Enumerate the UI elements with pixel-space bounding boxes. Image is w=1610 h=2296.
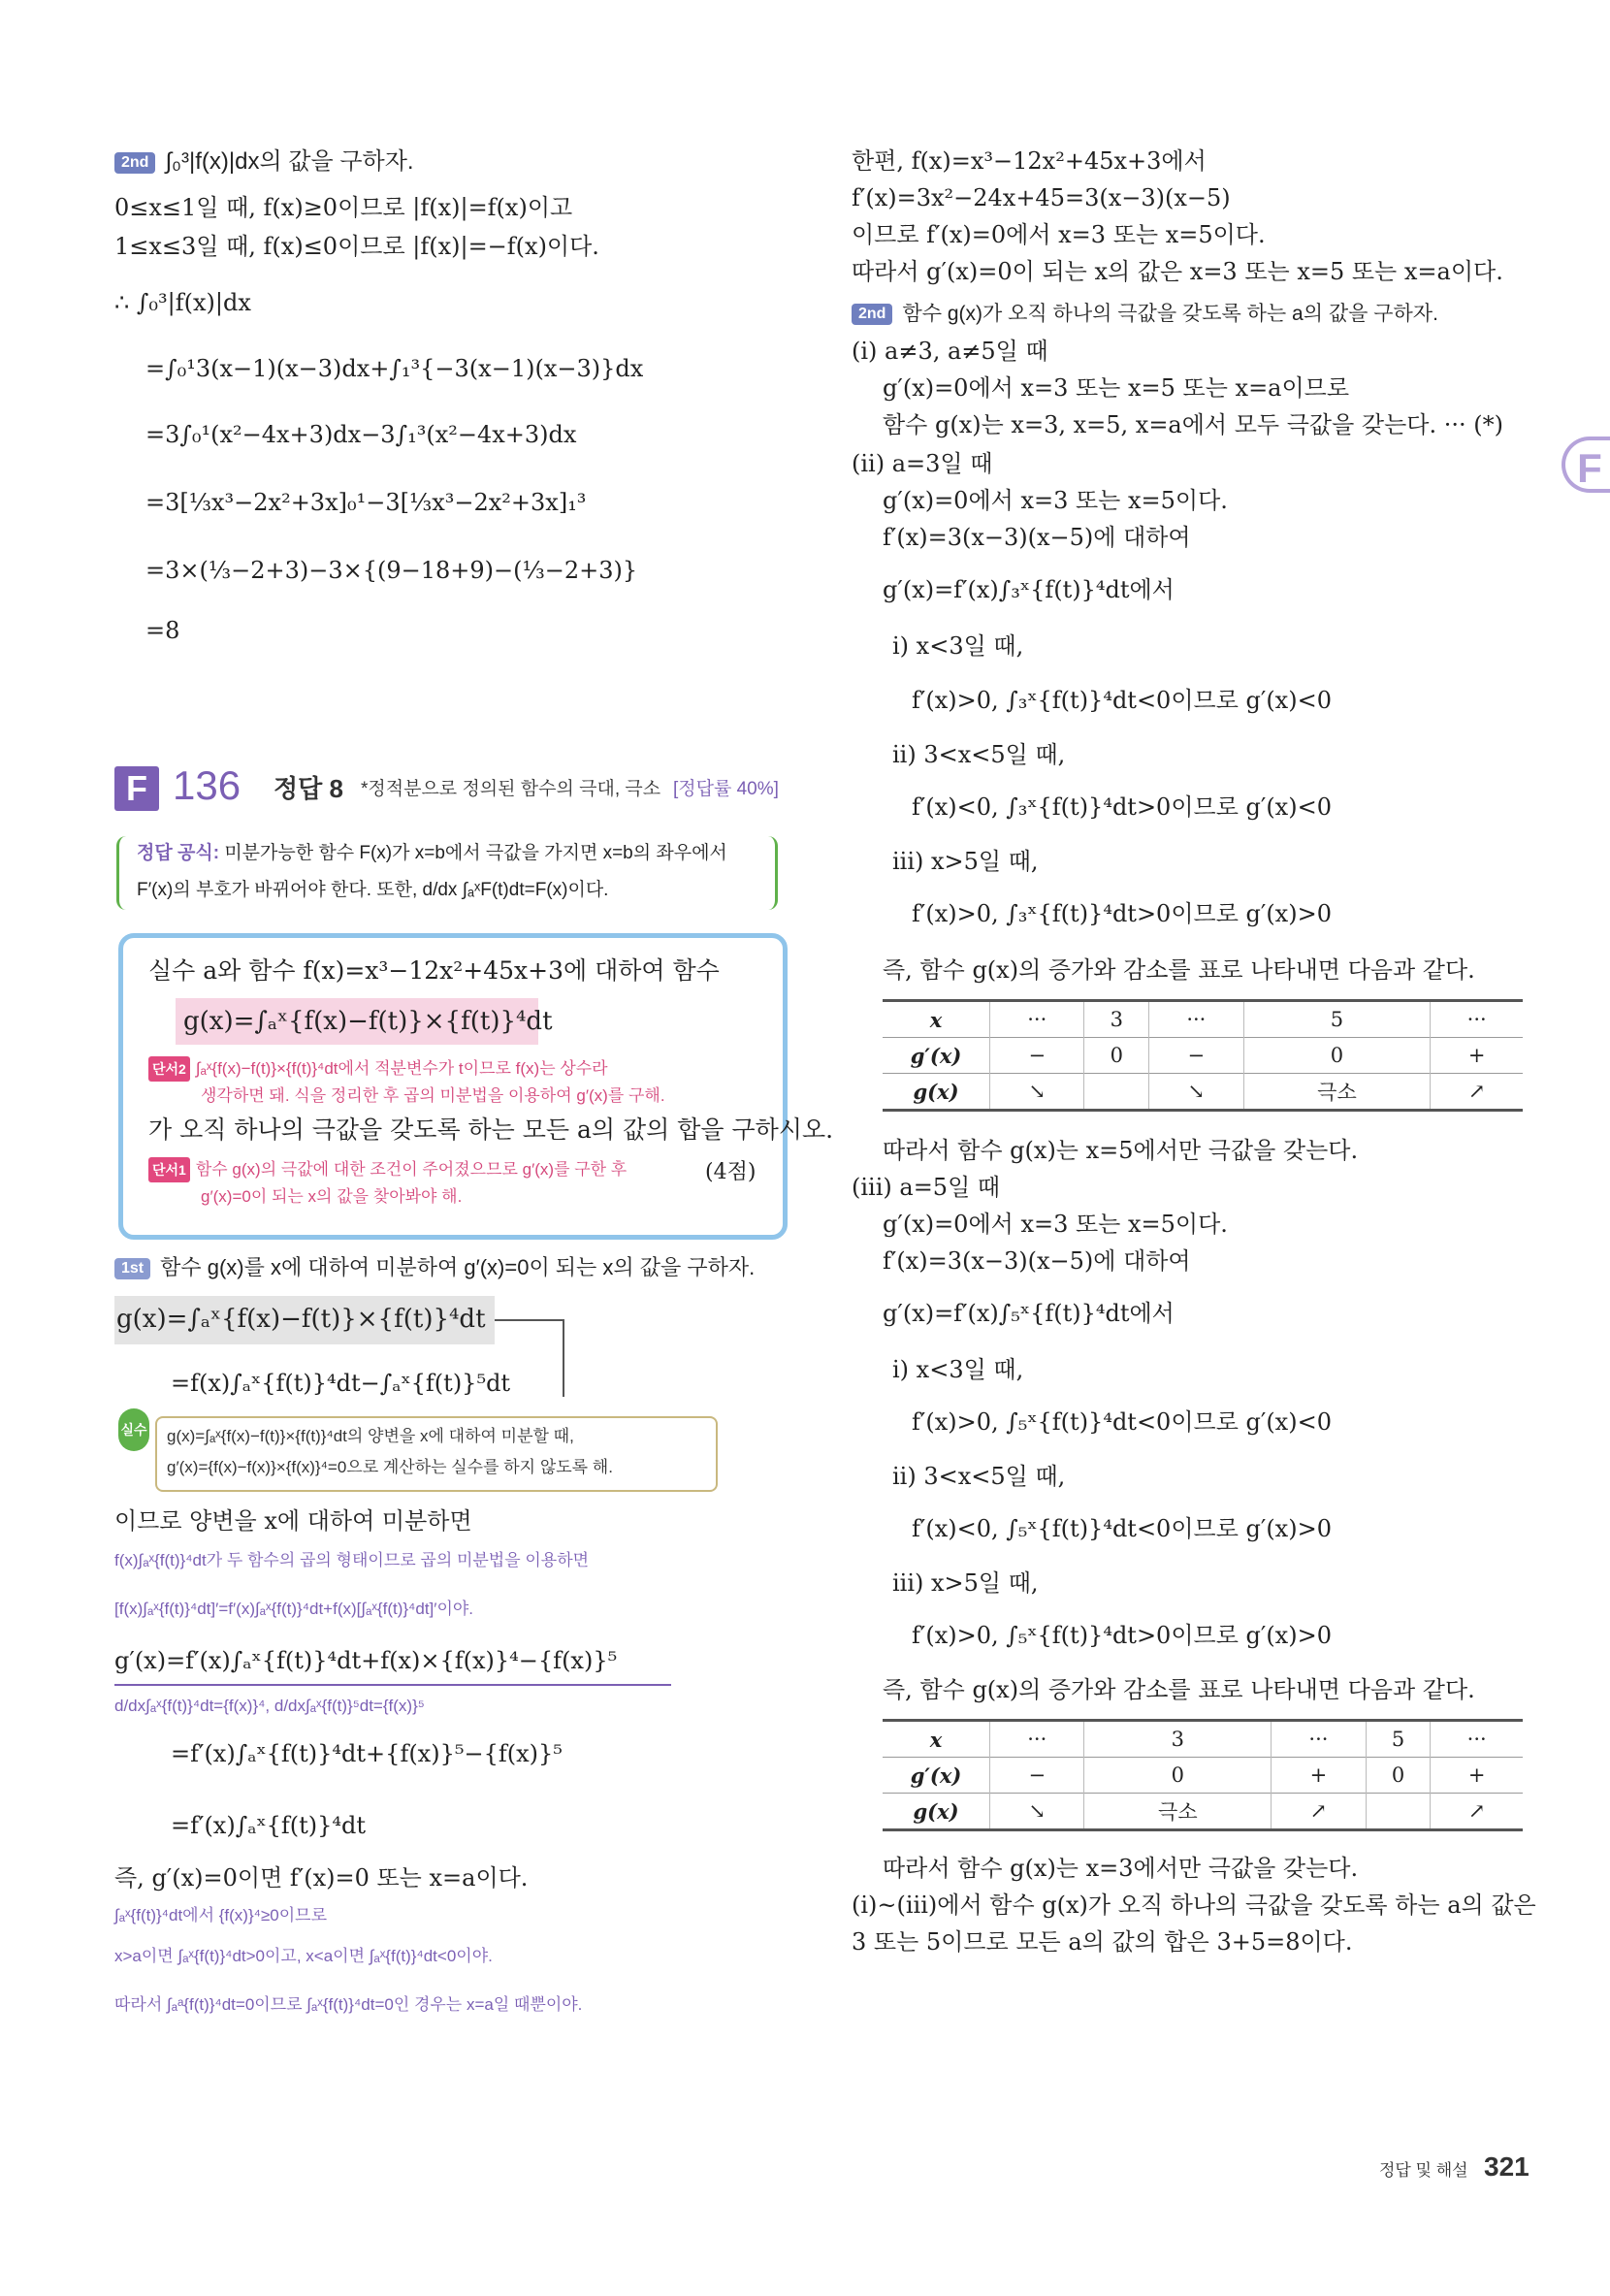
answer-label: 정답 8 [274,774,343,803]
math-line: g′(x)=f′(x)∫₅ˣ{f(t)}⁴dt에서 [883,1300,1175,1327]
table-cell: + [1272,1758,1366,1794]
math-line: ∴ ∫₀³|f(x)|dx [114,289,251,316]
purple-note: [f(x)∫ₐˣ{f(t)}⁴dt]′=f′(x)∫ₐˣ{f(t)}⁴dt+f(x)[∫ₐˣ{f(t)}⁴dt]′이야. [114,1600,474,1618]
math-line: g′(x)=f′(x)∫ₐˣ{f(t)}⁴dt+f(x)×{f(x)}⁴−{f(x)}⁵ [114,1647,618,1674]
math-line: f′(x)<0, ∫₃ˣ{f(t)}⁴dt>0이므로 g′(x)<0 [912,793,1332,821]
step-badge: 1st [114,1258,150,1279]
table-cell: ↘ [990,1074,1084,1111]
table-cell: ··· [1149,1001,1243,1038]
table-cell: 3 [1084,1721,1272,1758]
formula-line-1: 정답 공식: 미분가능한 함수 F(x)가 x=b에서 극값을 가지면 x=b의 좌우에서 [137,843,727,863]
text-line: 따라서 함수 g(x)는 x=3에서만 극값을 갖는다. [883,1855,1359,1882]
page-number: 321 [1484,2151,1530,2182]
table-cell: 극소 [1084,1794,1272,1830]
problem-number: 136 [173,762,242,808]
text-line: 따라서 함수 g(x)는 x=5에서만 극값을 갖는다. [883,1137,1359,1164]
arrow-line [495,1319,564,1321]
table-row [883,1758,1523,1794]
table-cell: x [883,1001,990,1038]
math-line: g′(x)=f′(x)∫₃ˣ{f(t)}⁴dt에서 [883,576,1175,603]
table-cell: g(x) [883,1074,990,1111]
left-step1-heading: 1st 함수 g(x)를 x에 대하여 미분하여 g′(x)=0이 되는 x의 값을 구하자. [114,1251,755,1283]
table-row [883,1074,1523,1111]
case-heading: (iii) a=5일 때 [852,1174,1001,1201]
text-line: (i)~(iii)에서 함수 g(x)가 오직 하나의 극값을 갖도록 하는 a의 값은 [852,1892,1536,1919]
table-cell [1084,1074,1149,1111]
underline [114,1684,671,1686]
table-cell: ↘ [1149,1074,1243,1111]
problem-points: (4점) [705,1160,757,1184]
subcase: iii) x>5일 때, [892,1569,1039,1597]
hint-1-line-2: g′(x)=0이 되는 x의 값을 찾아봐야 해. [201,1187,463,1206]
table-cell: − [990,1758,1084,1794]
math-line: =8 [145,617,180,644]
problem-box [118,933,834,1240]
table-row [883,1038,1523,1074]
math-line: f′(x)>0, ∫₅ˣ{f(t)}⁴dt<0이므로 g′(x)<0 [912,1408,1332,1436]
hint-1-tag: 단서1 [148,1157,190,1182]
text-line: 0≤x≤1일 때, f(x)≥0이므로 |f(x)|=f(x)이고 [114,194,573,221]
table-cell: g′(x) [883,1038,990,1074]
math-line: =3×(⅓−2+3)−3×{(9−18+9)−(⅓−2+3)} [145,557,638,584]
table-cell: g′(x) [883,1758,990,1794]
purple-note: ∫ₐˣ{f(t)}⁴dt에서 {f(x)}⁴≥0이므로 [114,1906,327,1924]
purple-note: f(x)∫ₐˣ{f(t)}⁴dt가 두 함수의 곱의 형태이므로 곱의 미분법을 이용하면 [114,1551,590,1569]
table-cell: 5 [1243,1001,1431,1038]
math-line: f′(x)=3x²−24x+45=3(x−3)(x−5) [852,184,1231,211]
section-tab: F [1562,437,1610,493]
math-line: =3[⅓x³−2x²+3x]₀¹−3[⅓x³−2x²+3x]₁³ [145,489,587,516]
purple-note: x>a이면 ∫ₐˣ{f(t)}⁴dt>0이고, x<a이면 ∫ₐˣ{f(t)}⁴dt<0이야. [114,1947,493,1965]
math-line: f′(x)>0, ∫₃ˣ{f(t)}⁴dt>0이므로 g′(x)>0 [912,900,1332,927]
table-cell: − [1149,1038,1243,1074]
variation-table-2 [883,1719,1523,1831]
problem-text-1: 실수 a와 함수 f(x)=x³−12x²+45x+3에 대하여 함수 [148,956,720,985]
text-line: 함수 g(x)는 x=3, x=5, x=a에서 모두 극값을 갖는다. ··· (*) [883,411,1503,438]
math-line: =f′(x)∫ₐˣ{f(t)}⁴dt [171,1812,367,1839]
problem-letter-badge: F [114,766,159,811]
text-line: 한편, f(x)=x³−12x²+45x+3에서 [852,147,1207,175]
table-cell: ↗ [1272,1794,1366,1830]
text-line: 이므로 양변을 x에 대하여 미분하면 [114,1507,472,1535]
purple-note: 따라서 ∫ₐᵃ{f(t)}⁴dt=0이므로 ∫ₐˣ{f(t)}⁴dt=0인 경우는 x=a일 때뿐이야. [114,1995,583,2014]
text-line: 1≤x≤3일 때, f(x)≤0이므로 |f(x)|=−f(x)이다. [114,233,599,260]
case-heading: (i) a≠3, a≠5일 때 [852,338,1048,365]
math-line: =f′(x)∫ₐˣ{f(t)}⁴dt+{f(x)}⁵−{f(x)}⁵ [171,1740,563,1767]
mistake-box [155,1416,718,1492]
arrow-line [563,1319,564,1397]
formula-box [116,836,778,910]
table-row [883,1721,1523,1758]
text-line: 즉, 함수 g(x)의 증가와 감소를 표로 나타내면 다음과 같다. [883,956,1475,984]
step-badge: 2nd [114,152,155,174]
table-cell [1366,1794,1431,1830]
text-line: f′(x)=3(x−3)(x−5)에 대하여 [883,524,1191,551]
mistake-line-2: g′(x)={f(x)−f(x)}×{f(x)}⁴=0으로 계산하는 실수를 하지 않도록 해. [167,1458,613,1476]
table-cell: 3 [1084,1001,1149,1038]
text-line: f′(x)=3(x−3)(x−5)에 대하여 [883,1247,1191,1275]
subcase: ii) 3<x<5일 때, [892,741,1066,768]
table-row [883,1794,1523,1830]
table-cell: 0 [1366,1758,1431,1794]
math-line: f′(x)<0, ∫₅ˣ{f(t)}⁴dt<0이므로 g′(x)>0 [912,1515,1332,1542]
math-line: =3∫₀¹(x²−4x+3)dx−3∫₁³(x²−4x+3)dx [145,421,577,448]
table-cell: 0 [1084,1038,1149,1074]
hint-2-line-2: 생각하면 돼. 식을 정리한 후 곱의 미분법을 이용하여 g′(x)를 구해. [201,1086,665,1105]
formula-line-2: F′(x)의 부호가 바뀌어야 한다. 또한, d/dx ∫ₐˣF(t)dt=F(x)이다. [137,880,609,900]
correct-rate: [정답률 40%] [673,779,779,799]
table-cell: 0 [1243,1038,1431,1074]
math-line: f′(x)>0, ∫₃ˣ{f(t)}⁴dt<0이므로 g′(x)<0 [912,687,1332,714]
subcase: i) x<3일 때, [892,1356,1024,1383]
step-badge: 2nd [852,304,892,325]
purple-note: d/dx∫ₐˣ{f(t)}⁴dt={f(x)}⁴, d/dx∫ₐˣ{f(t)}⁵dt={f(x)}⁵ [114,1697,425,1715]
table-cell: ··· [1272,1721,1366,1758]
table-row [883,1001,1523,1038]
problem-topic: *정적분으로 정의된 함수의 극대, 극소 [361,779,661,799]
mistake-icon: 실수 [118,1408,149,1451]
table-cell: ··· [1431,1721,1523,1758]
table-cell: 5 [1366,1721,1431,1758]
hint-2-line-1: 단서2 ∫ₐˣ{f(x)−f(t)}×{f(t)}⁴dt에서 적분변수가 t이므로 f(x)는 상수라 [148,1056,608,1082]
table-cell: ··· [990,1721,1084,1758]
problem-function: g(x)=∫ₐˣ{f(x)−f(t)}×{f(t)}⁴dt [183,1007,553,1036]
subcase: iii) x>5일 때, [892,848,1039,875]
table-cell: x [883,1721,990,1758]
text-line: g′(x)=0에서 x=3 또는 x=5이다. [883,1211,1228,1238]
text-line: g′(x)=0에서 x=3 또는 x=5 또는 x=a이므로 [883,374,1350,402]
problem-text-2: 가 오직 하나의 극값을 갖도록 하는 모든 a의 값의 합을 구하시오. [148,1116,834,1144]
subcase: i) x<3일 때, [892,632,1024,660]
table-cell: + [1431,1038,1523,1074]
text-line: 즉, g′(x)=0이면 f′(x)=0 또는 x=a이다. [114,1864,529,1892]
table-cell: − [990,1038,1084,1074]
table-cell: ↗ [1431,1074,1523,1111]
variation-table-1 [883,999,1523,1112]
table-cell: 0 [1084,1758,1272,1794]
text-line: 3 또는 5이므로 모든 a의 값의 합은 3+5=8이다. [852,1928,1353,1956]
text-line: g′(x)=0에서 x=3 또는 x=5이다. [883,487,1228,514]
math-line: =∫₀¹3(x−1)(x−3)dx+∫₁³{−3(x−1)(x−3)}dx [145,355,644,382]
table-cell: ··· [990,1001,1084,1038]
table-cell: ↘ [990,1794,1084,1830]
math-line: =f(x)∫ₐˣ{f(t)}⁴dt−∫ₐˣ{f(t)}⁵dt [171,1370,511,1397]
math-line: f′(x)>0, ∫₅ˣ{f(t)}⁴dt>0이므로 g′(x)>0 [912,1622,1332,1649]
table-cell: 극소 [1243,1074,1431,1111]
math-line: g(x)=∫ₐˣ{f(x)−f(t)}×{f(t)}⁴dt [116,1305,486,1334]
table-cell: ↗ [1431,1794,1523,1830]
hint-2-tag: 단서2 [148,1056,190,1082]
footer-label: 정답 및 해설 [1379,2161,1468,2180]
subcase: ii) 3<x<5일 때, [892,1463,1066,1490]
text-line: 따라서 g′(x)=0이 되는 x의 값은 x=3 또는 x=5 또는 x=a이다. [852,258,1503,285]
hint-1-line-1: 단서1 함수 g(x)의 극값에 대한 조건이 주어졌으므로 g′(x)를 구한 후 [148,1157,627,1182]
mistake-line-1: g(x)=∫ₐˣ{f(x)−f(t)}×{f(t)}⁴dt의 양변을 x에 대하여 미분할 때, [167,1427,574,1445]
text-line: 즉, 함수 g(x)의 증가와 감소를 표로 나타내면 다음과 같다. [883,1676,1475,1703]
table-cell: + [1431,1758,1523,1794]
right-step2-heading: 2nd 함수 g(x)가 오직 하나의 극값을 갖도록 하는 a의 값을 구하자. [852,297,1438,330]
table-cell: ··· [1431,1001,1523,1038]
case-heading: (ii) a=3일 때 [852,450,993,477]
text-line: 이므로 f′(x)=0에서 x=3 또는 x=5이다. [852,221,1266,248]
left-step2-heading: 2nd ∫₀³|f(x)|dx의 값을 구하자. [114,146,414,178]
table-cell: g(x) [883,1794,990,1830]
